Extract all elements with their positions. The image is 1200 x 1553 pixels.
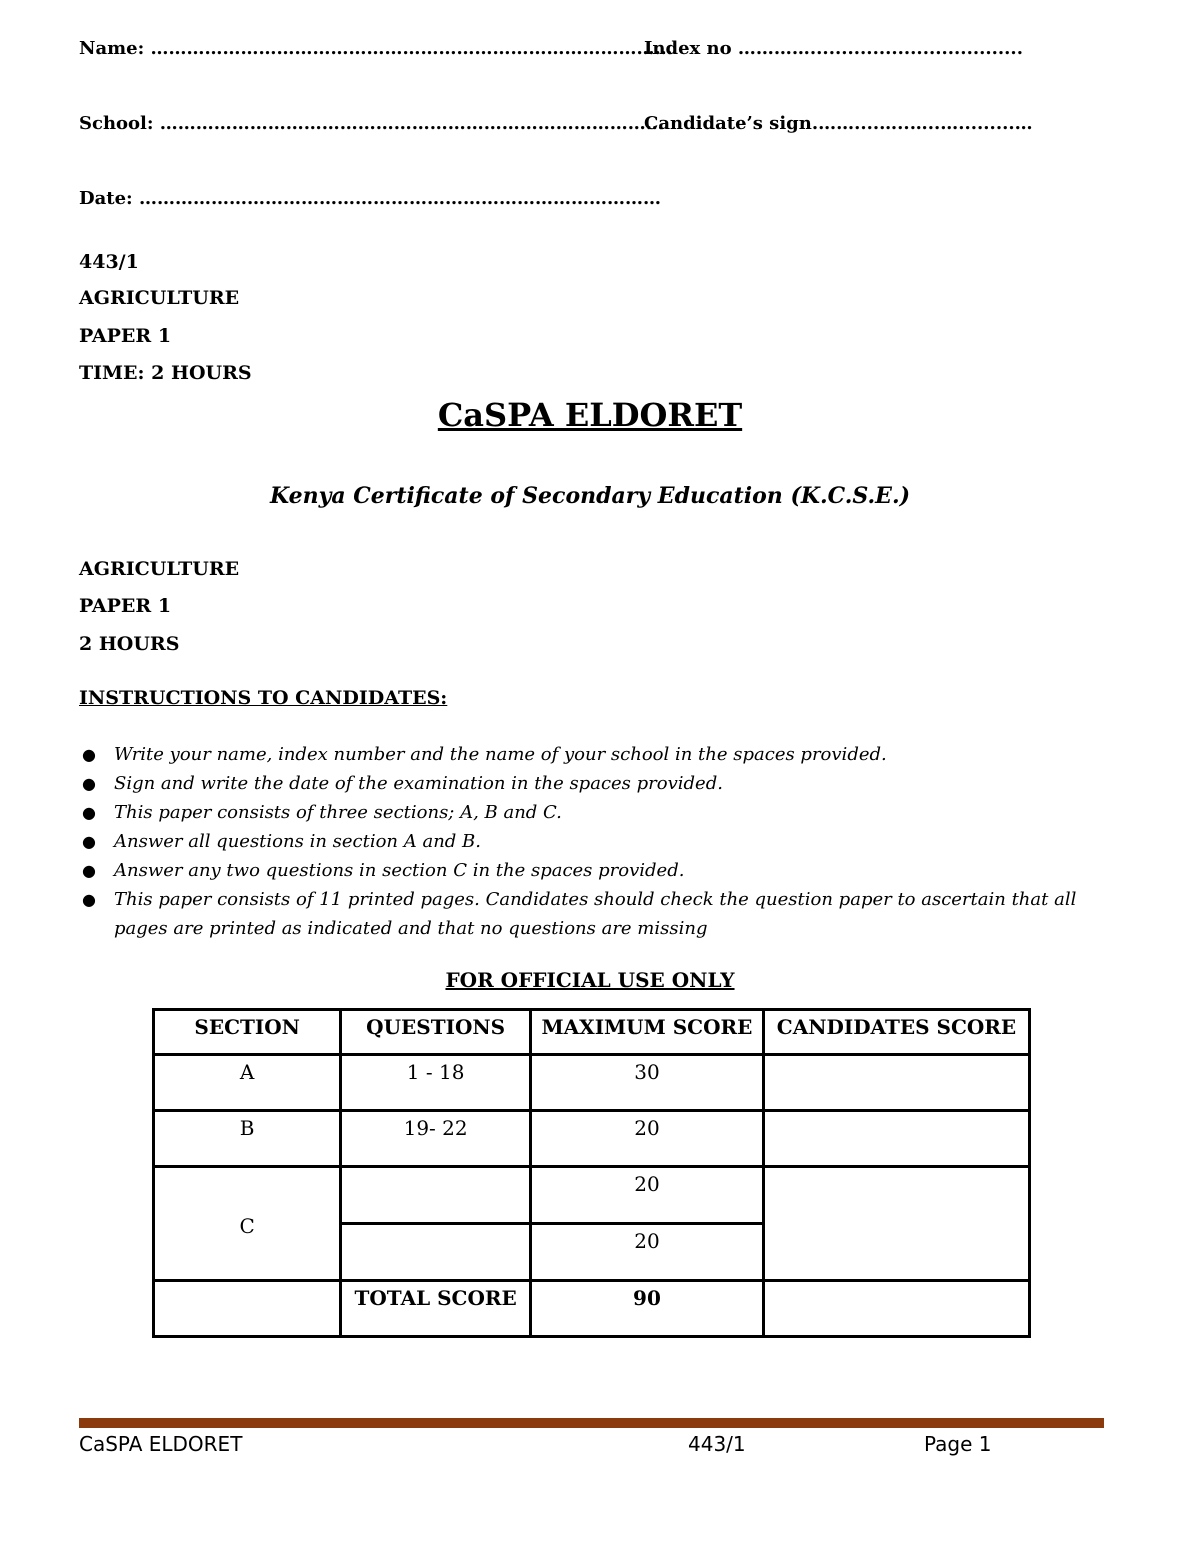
footer-page-number: Page 1 — [924, 1432, 992, 1456]
bullet-icon: ● — [82, 774, 96, 793]
footer-bar — [79, 1418, 1104, 1428]
candidate-score-cell — [763, 1111, 1029, 1167]
instructions-heading: INSTRUCTIONS TO CANDIDATES: — [79, 687, 448, 709]
date-field: Date: …………………………………………………………………………… — [79, 188, 661, 209]
paper-code: 443/1 — [79, 251, 139, 273]
instruction-item: ● This paper consists of 11 printed pages. Candidates should check the question paper to ascertain that all pages are printed as indicated and that no questions are missing — [78, 885, 1098, 943]
footer-paper-code: 443/1 — [688, 1432, 746, 1456]
instruction-item: ● Answer all questions in section A and B. — [78, 827, 1098, 856]
questions-cell: 1 - 18 — [341, 1055, 531, 1111]
page-title: CaSPA ELDORET — [437, 396, 743, 434]
questions-cell: 19- 22 — [341, 1111, 531, 1167]
table-row — [154, 1111, 1030, 1167]
candidate-score-cell — [763, 1167, 1029, 1281]
score-table-header — [154, 1010, 1030, 1055]
bullet-icon: ● — [82, 745, 96, 764]
header-questions: QUESTIONS — [341, 1010, 531, 1055]
header-max-score: MAXIMUM SCORE — [530, 1010, 763, 1055]
paper-number: PAPER 1 — [79, 325, 172, 347]
section-cell: A — [154, 1055, 341, 1111]
total-max-score: 90 — [530, 1281, 763, 1337]
max-score-cell: 20 — [530, 1224, 763, 1281]
bullet-icon: ● — [82, 803, 96, 822]
max-score-cell: 20 — [530, 1111, 763, 1167]
questions-cell — [341, 1167, 531, 1224]
total-blank-cell — [154, 1281, 341, 1337]
total-row — [154, 1281, 1030, 1337]
subject: AGRICULTURE — [79, 287, 240, 309]
candidate-score-cell — [763, 1055, 1029, 1111]
instruction-item: ● Sign and write the date of the examination in the spaces provided. — [78, 769, 1098, 798]
subject-2: AGRICULTURE — [79, 558, 240, 580]
instruction-item: ● Write your name, index number and the name of your school in the spaces provided. — [78, 740, 1098, 769]
index-no-field: Index no ………….................................. — [644, 38, 1023, 59]
header-candidate-score: CANDIDATES SCORE — [763, 1010, 1029, 1055]
table-row — [154, 1167, 1030, 1224]
official-use-heading: FOR OFFICIAL USE ONLY — [445, 968, 735, 992]
max-score-cell: 30 — [530, 1055, 763, 1111]
bullet-icon: ● — [82, 832, 96, 851]
exam-subtitle: Kenya Certificate of Secondary Education (K.C.S.E.) — [269, 483, 911, 509]
school-field: School: ………………………………………………………………………… — [79, 113, 664, 134]
max-score-cell: 20 — [530, 1167, 763, 1224]
section-cell: B — [154, 1111, 341, 1167]
footer-school: CaSPA ELDORET — [79, 1432, 243, 1456]
paper-number-2: PAPER 1 — [79, 595, 172, 617]
instructions-list — [78, 740, 1098, 943]
instruction-item: ● This paper consists of three sections; A, B and C. — [78, 798, 1098, 827]
candidate-sign-field: Candidate’s sign.……....…..…..….........… — [644, 113, 1033, 134]
section-cell: C — [154, 1167, 341, 1281]
bullet-icon: ● — [82, 890, 96, 909]
instruction-item: ● Answer any two questions in section C in the spaces provided. — [78, 856, 1098, 885]
header-section: SECTION — [154, 1010, 341, 1055]
duration: 2 HOURS — [79, 633, 180, 655]
questions-cell — [341, 1224, 531, 1281]
total-candidate-score — [763, 1281, 1029, 1337]
table-row — [154, 1055, 1030, 1111]
score-table — [152, 1008, 1031, 1338]
name-field: Name: …………………………………………………………………………… — [79, 38, 673, 59]
total-label: TOTAL SCORE — [341, 1281, 531, 1337]
bullet-icon: ● — [82, 861, 96, 880]
time-allowed: TIME: 2 HOURS — [79, 362, 252, 384]
